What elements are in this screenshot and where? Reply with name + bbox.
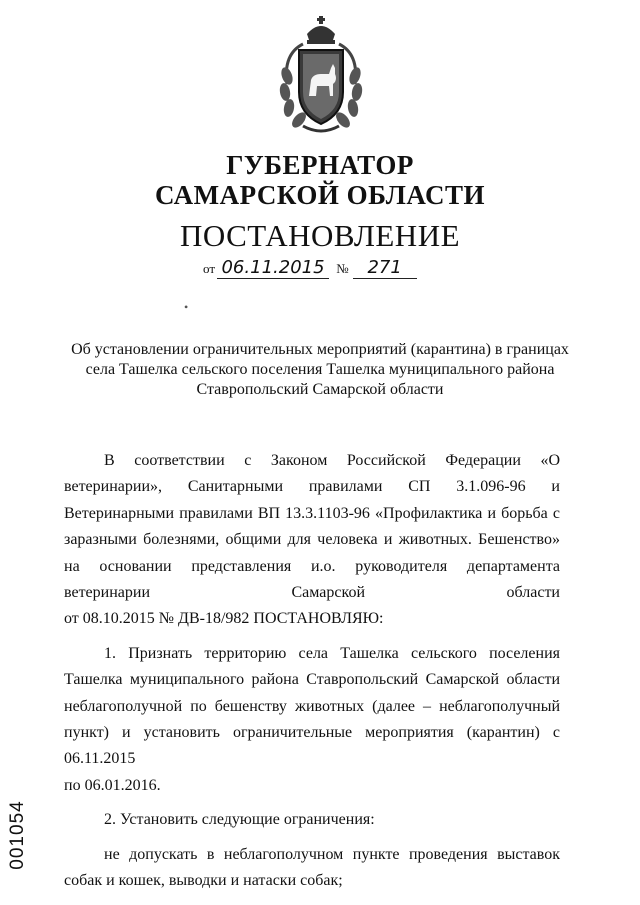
number-prefix: № <box>336 261 349 276</box>
body-paragraph: от 08.10.2015 № ДВ-18/982 ПОСТАНОВЛЯЮ: <box>64 610 384 628</box>
document-type-title: ПОСТАНОВЛЕНИЕ <box>179 218 461 253</box>
document-subject <box>0 340 640 400</box>
subject-line: села Ташелка сельского поселения Ташелка муниципального района <box>85 361 555 378</box>
body-paragraph: В соответствии с Законом Российской Федерации «О ветеринарии», Санитарными правилами СП 3.1.096-96 и Ветеринарными правилами ВП 13.3.1103-96 «Профилактика и борьба с заразными болезнями, общими для человека и животных. Бешенство» на основании представления и.о. руководителя департамента ветеринарии Самарской области <box>64 452 560 602</box>
coat-of-arms-emblem <box>273 14 369 138</box>
date-prefix: от <box>203 261 216 276</box>
document-number: 271 <box>353 258 417 279</box>
body-paragraph: 1. Признать территорию села Ташелка сельского поселения Ташелка муниципального района Ставропольский Самарской области неблагополучной по бешенству животных (далее – неблагополучный пункт) и установить ограничительные мероприятия (карантин) с 06.11.2015 <box>64 644 560 768</box>
subject-line: Ставропольский Самарской области <box>196 381 444 398</box>
crown-icon <box>307 16 335 44</box>
body-paragraph: 2. Установить следующие ограничения: <box>104 811 375 829</box>
body-paragraph: по 06.01.2016. <box>64 776 161 794</box>
side-serial-text: 001054 <box>7 800 28 870</box>
date-number-line <box>203 258 417 279</box>
margin-mark: • <box>184 300 189 314</box>
document-date: 06.11.2015 <box>217 258 329 279</box>
issuer-title-line1: ГУБЕРНАТОР <box>226 150 414 180</box>
subject-line: Об установлении ограничительных мероприятий (карантина) в границах <box>71 341 569 358</box>
document-body <box>64 448 560 895</box>
issuer-title-line2: САМАРСКОЙ ОБЛАСТИ <box>154 180 486 210</box>
side-serial-number <box>6 790 30 880</box>
body-paragraph: не допускать в неблагополучном пункте проведения выставок собак и кошек, выводки и натаски собак; <box>64 845 560 890</box>
